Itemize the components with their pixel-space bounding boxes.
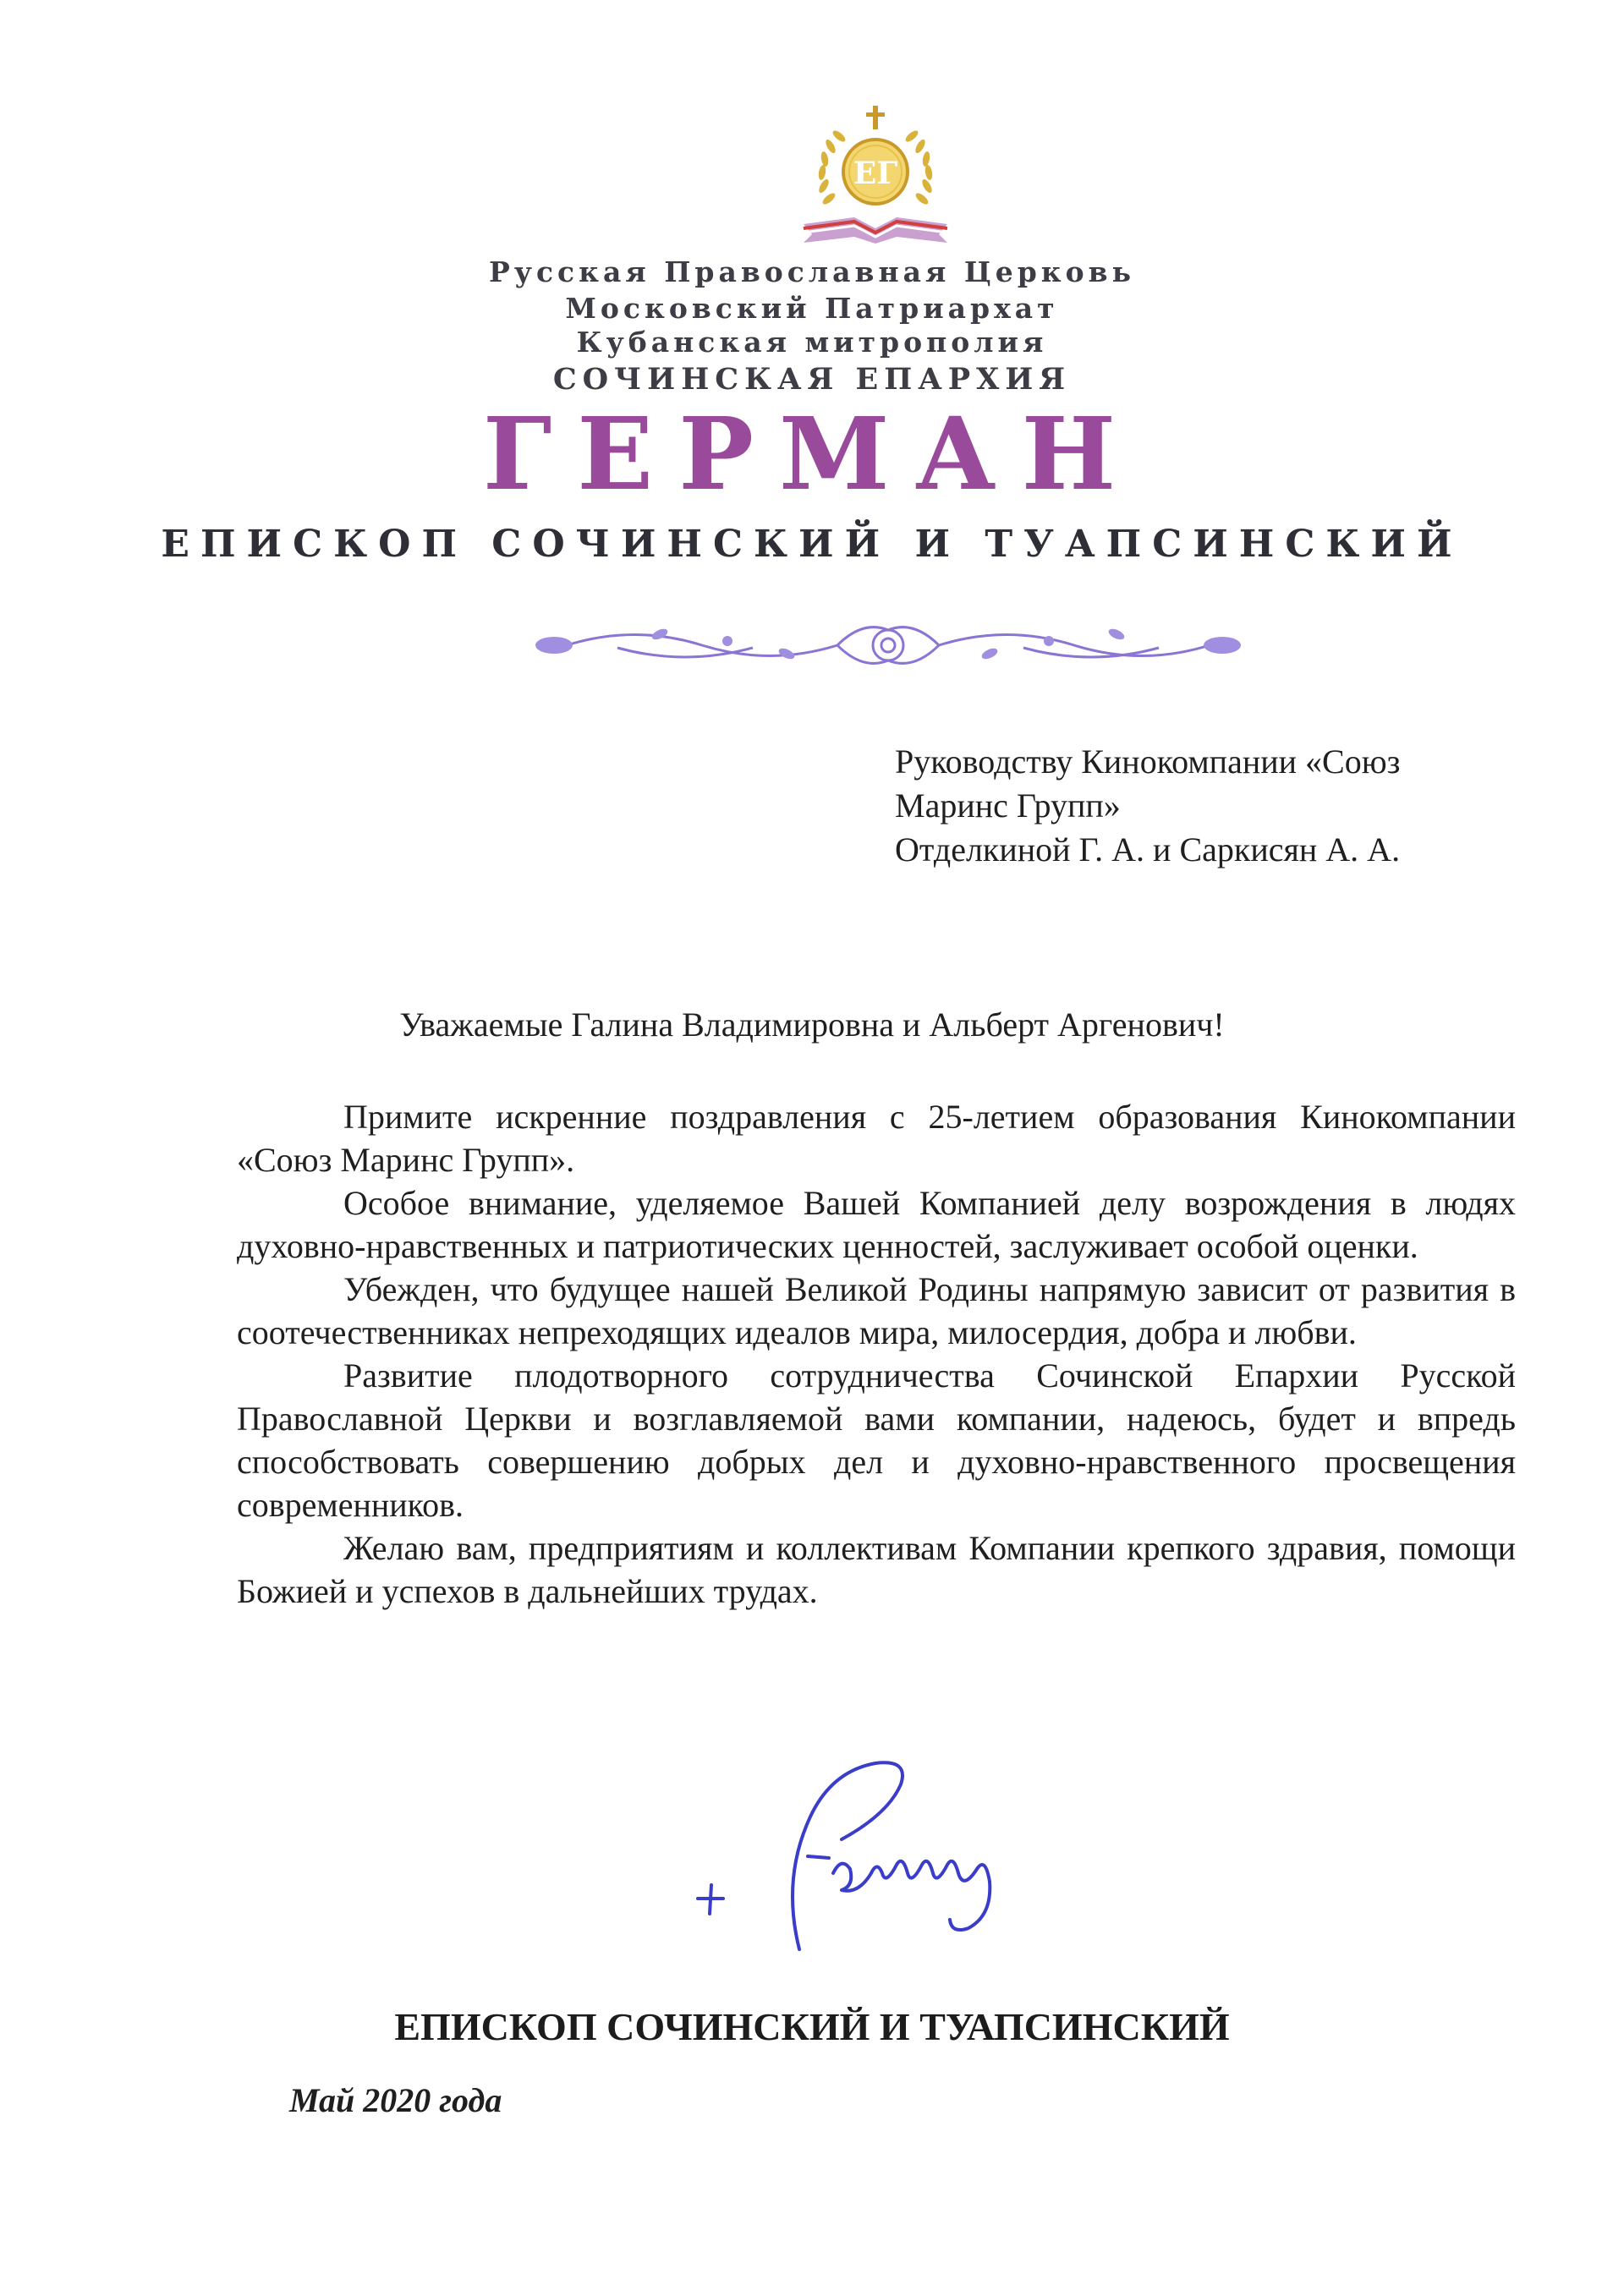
body-paragraph: Желаю вам, предприятиям и коллективам Компании крепкого здравия, помощи Божией и успехов в дальнейших трудах. <box>237 1529 1516 1610</box>
addressee-block <box>895 740 1555 872</box>
crest-icon <box>795 106 956 245</box>
metropolis-line: Кубанская митрополия <box>576 326 1048 359</box>
body-paragraph: Убежден, что будущее нашей Великой Родины напрямую зависит от развития в соотечественниках непреходящих идеалов мира, милосердия, добра и любви. <box>237 1270 1516 1351</box>
floral-ornament-icon <box>533 616 1243 675</box>
body-paragraph: Развитие плодотворного сотрудничества Сочинской Епархии Русской Православной Церкви и возглавляемой вами компании, надеюсь, будет и впредь способствовать совершению добрых дел и духовно-нравственного просвещения современников. <box>237 1356 1516 1524</box>
bishop-title: ЕПИСКОП СОЧИНСКИЙ И ТУАПСИНСКИЙ <box>161 523 1463 566</box>
letter-date: Май 2020 года <box>289 2081 502 2119</box>
greeting: Уважаемые Галина Владимировна и Альберт Аргенович! <box>399 1006 1225 1044</box>
signatory-title: ЕПИСКОП СОЧИНСКИЙ И ТУАПСИНСКИЙ <box>394 2005 1230 2048</box>
addressee-line: Отделкиной Г. А. и Саркисян А. А. <box>895 830 1401 869</box>
church-name-line: Русская Православная Церковь <box>489 255 1135 288</box>
patriarchate-line: Московский Патриархат <box>565 292 1059 325</box>
bishop-name: ГЕРМАН <box>482 395 1142 512</box>
body-paragraph: Особое внимание, уделяемое Вашей Компанией делу возрождения в людях духовно-нравственных и патриотических ценностей, заслуживает особой оценки. <box>237 1184 1516 1265</box>
addressee-line: Руководству Кинокомпании «Союз <box>895 743 1401 781</box>
eparchy-line: СОЧИНСКАЯ ЕПАРХИЯ <box>552 362 1072 397</box>
addressee-line: Маринс Групп» <box>895 786 1121 825</box>
body-paragraph: Примите искренние поздравления с 25-летием образования Кинокомпании «Союз Маринс Групп». <box>237 1098 1516 1179</box>
handwritten-signature-icon <box>681 1746 1087 1975</box>
letter-body <box>237 1095 1516 1613</box>
svg-text:ЕГ: ЕГ <box>853 156 898 191</box>
